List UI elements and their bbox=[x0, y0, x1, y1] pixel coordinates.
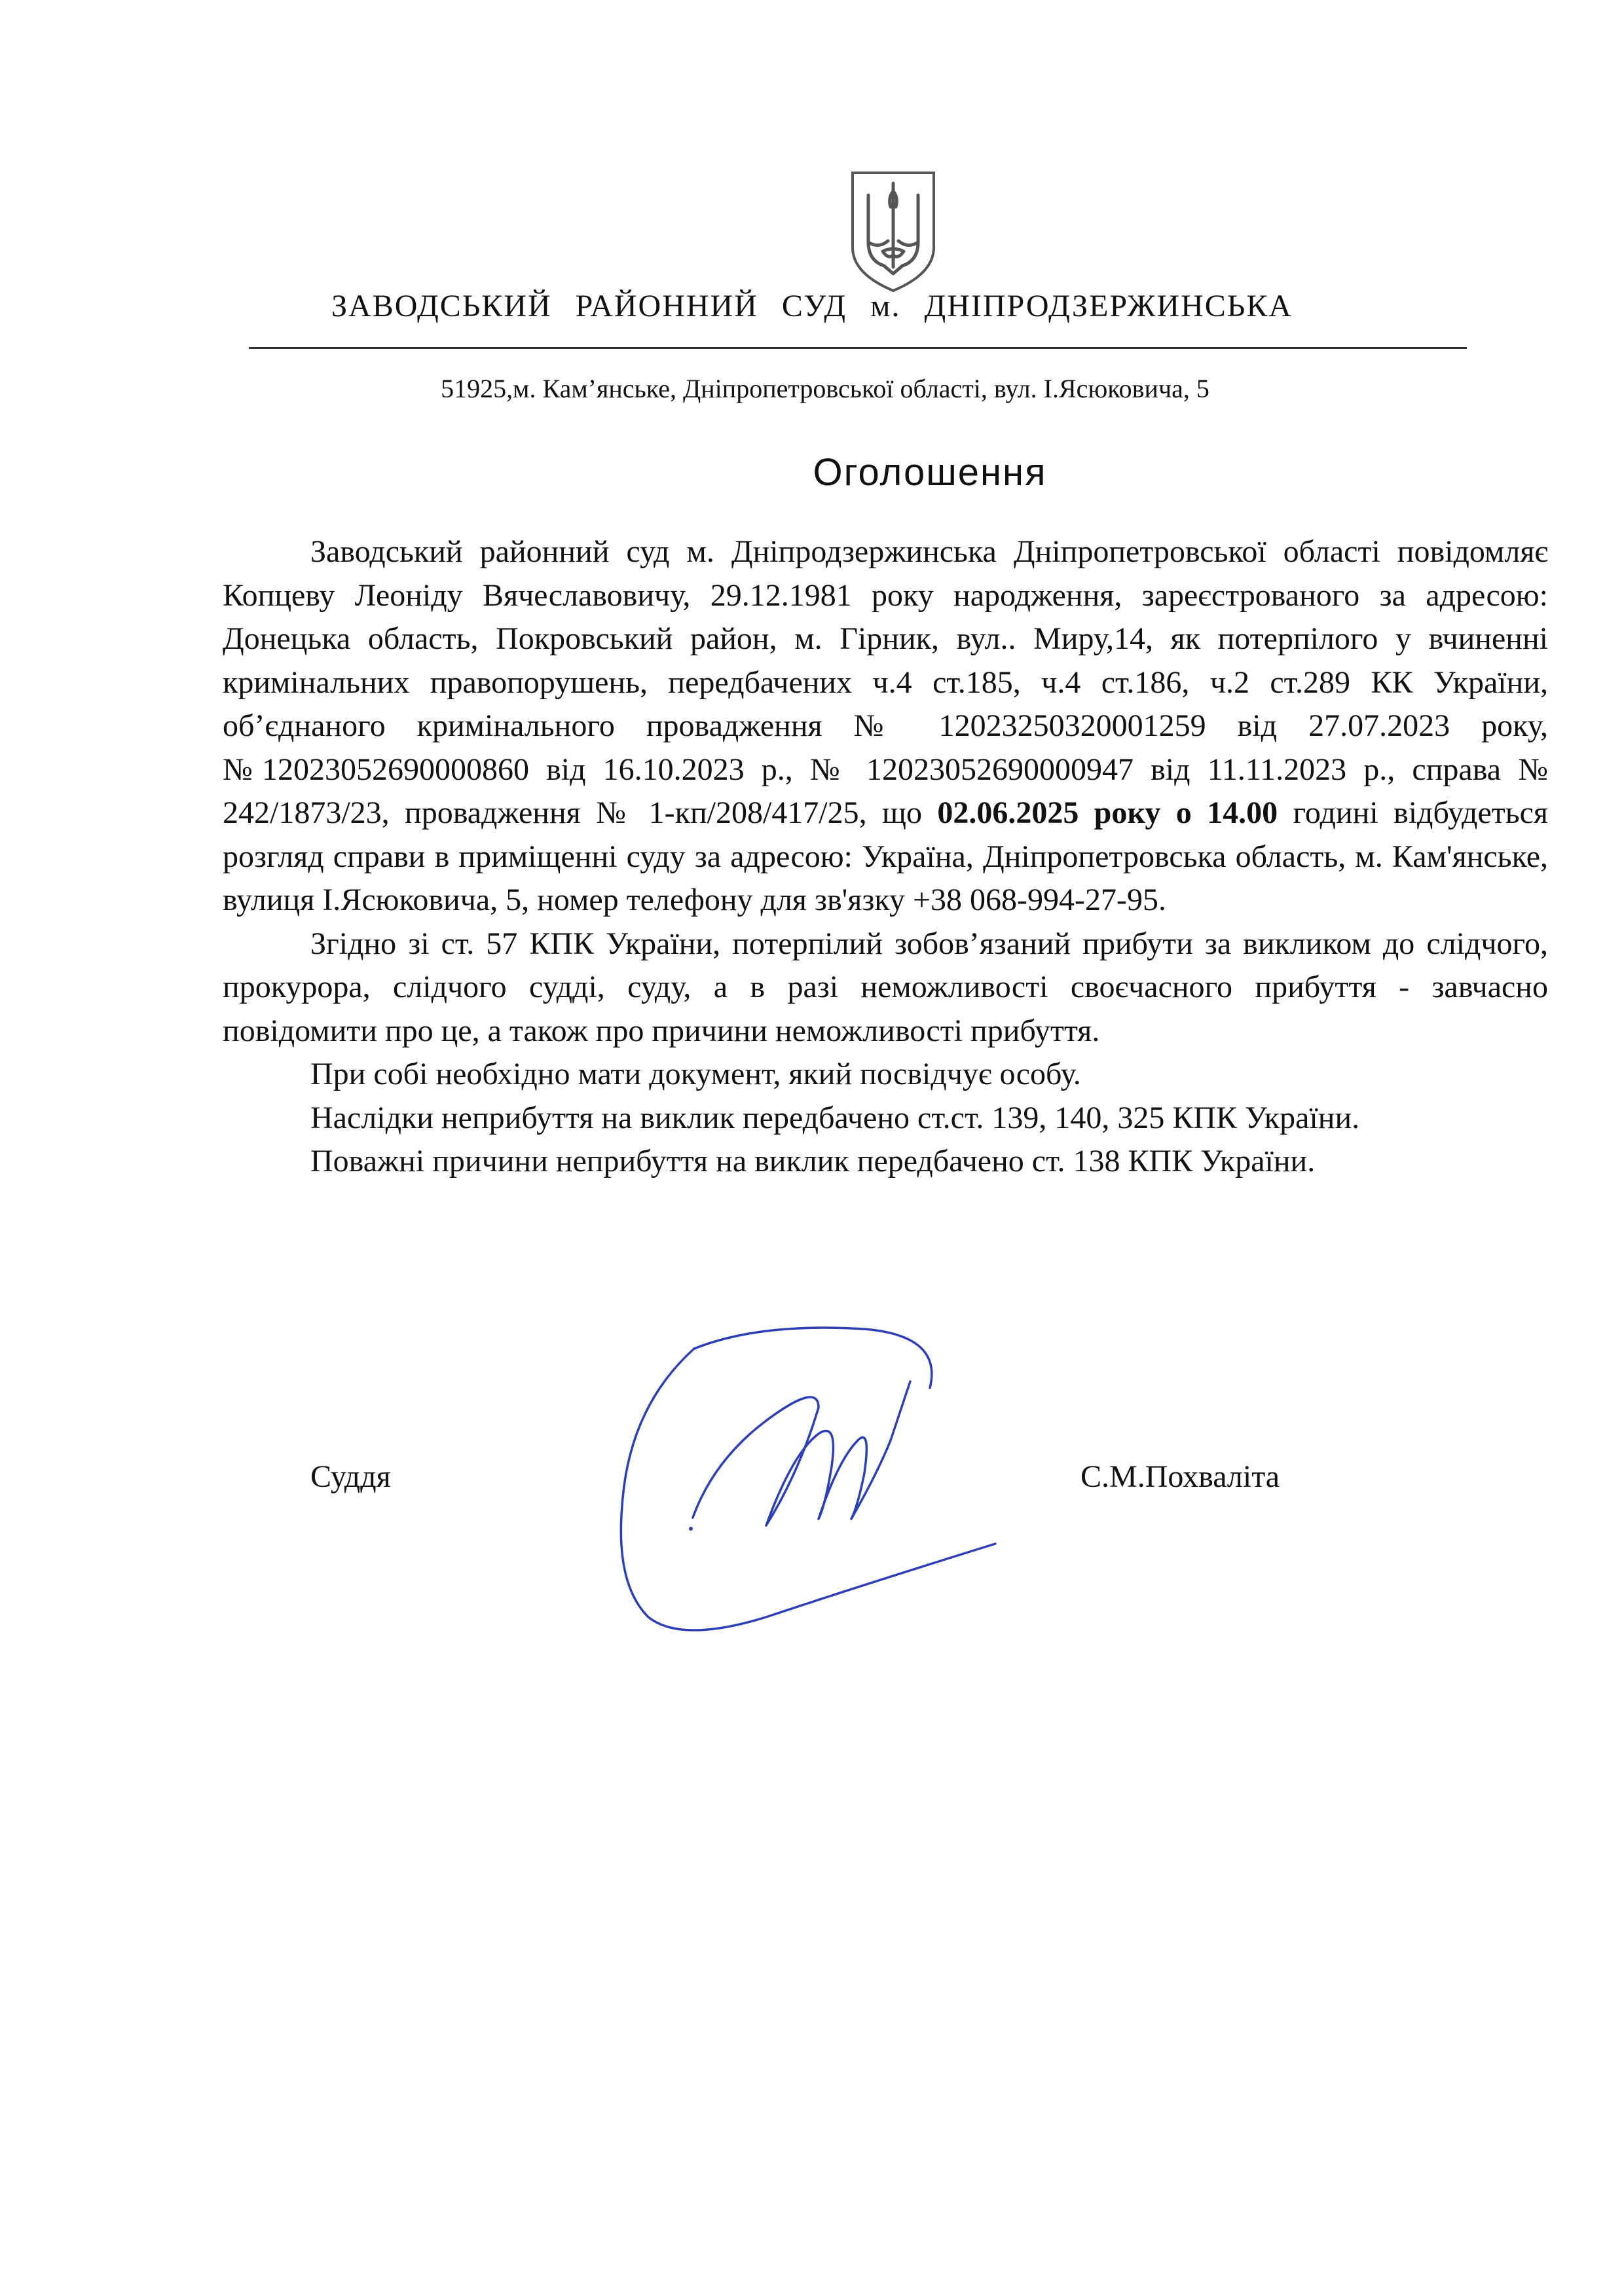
summons-text-address: годині відбудеться розгляд справи в приміщенні суду за адресою: Україна, Дніпропетровська область, м. Кам'янське, вулиця І.Ясюковича, 5, номер телефону для зв'язку +38 068-994-27-95. bbox=[223, 795, 1549, 917]
paragraph-summons bbox=[223, 530, 1548, 922]
handwritten-signature bbox=[602, 1309, 1008, 1663]
summons-text-intro: Заводський районний суд м. Дніпродзержинська Дніпропетровської області повідомляє Копцеву Леоніду Вячеславовичу, 29.12.1981 року народження, зареєстрованого за адресою: Донецька область, Покровський район, м. Гірник, вул.. Миру,14, як потерпілого у вчиненні кримінальних правопорушень, передбачених ч.4 ст.185, ч.4 ст.186, ч.2 ст.289 КК України, об’єднаного кримінального провадження № 12023250320001259 від 27.07.2023 року, №12023052690000860 від 16.10.2023 р., № 12023052690000947 від 11.11.2023 р., справа № 242/1873/23, провадження № 1-кп/208/417/25, що bbox=[223, 534, 1548, 830]
judge-name: С.М.Похваліта bbox=[1080, 1459, 1280, 1494]
trident-coat-of-arms-icon bbox=[849, 169, 938, 293]
paragraph-valid-reasons: Поважні причини неприбуття на виклик передбачено ст. 138 КПК України. bbox=[310, 1144, 1316, 1178]
court-address: 51925,м. Кам’янське, Дніпропетровської області, вул. І.Ясюковича, 5 bbox=[441, 374, 1209, 403]
paragraph-obligations: Згідно зі ст. 57 КПК України, потерпілий зобов’язаний прибути за викликом до слідчого, прокурора, слідчого судді, суду, а в разі неможливості своєчасного прибуття - завчасно повідомити про це, а також про причини неможливості прибуття. bbox=[223, 926, 1548, 1048]
hearing-datetime: 02.06.2025 року о 14.00 bbox=[937, 795, 1278, 830]
announcement-body bbox=[223, 530, 1548, 1184]
document-title: Оголошення bbox=[813, 451, 1047, 494]
paragraph-consequences: Наслідки неприбуття на виклик передбачено ст.ст. 139, 140, 325 КПК України. bbox=[310, 1100, 1360, 1135]
court-name: ЗАВОДСЬКИЙ РАЙОННИЙ СУД м. ДНІПРОДЗЕРЖИНСЬКА bbox=[331, 289, 1293, 323]
header-divider bbox=[249, 347, 1467, 349]
paragraph-id-document: При собі необхідно мати документ, який посвідчує особу. bbox=[310, 1057, 1081, 1091]
judge-label: Суддя bbox=[310, 1459, 391, 1494]
